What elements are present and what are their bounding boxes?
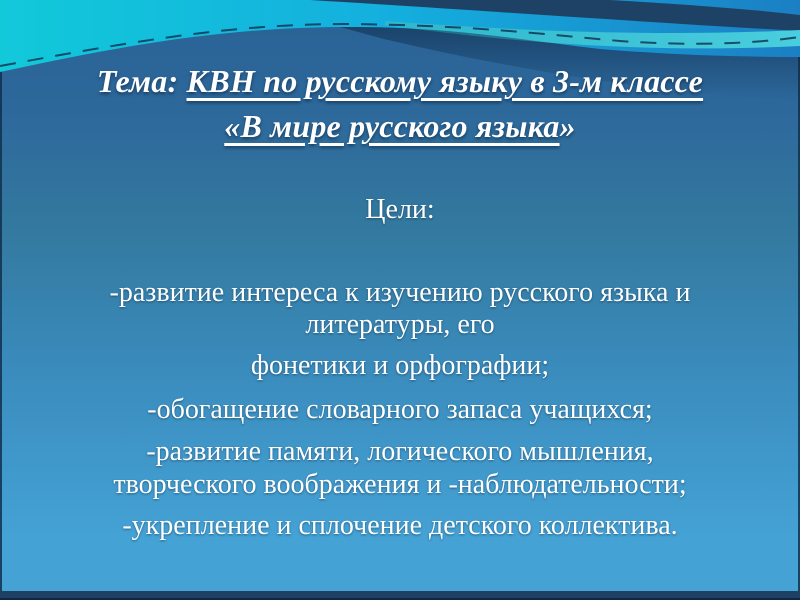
- title-prefix: Тема:: [96, 63, 187, 99]
- goal-line: литературы, его: [305, 309, 495, 340]
- goal-line: -обогащение словарного запаса учащихся;: [147, 394, 653, 425]
- goal-line: фонетики и орфографии;: [250, 350, 550, 381]
- goal-line: -развитие интереса к изучению русского языка и: [109, 277, 691, 308]
- goal-line: творческого воображения и -наблюдательности;: [113, 469, 687, 500]
- goals-heading: Цели:: [365, 194, 435, 225]
- goal-line: -укрепление и сплочение детского коллектива.: [122, 510, 678, 541]
- bottom-bar: [0, 591, 800, 600]
- goal-line: -развитие памяти, логического мышления,: [146, 436, 654, 467]
- slide-title-line-1: [0, 59, 800, 103]
- title-line2-underlined-text: «В мире русского языка: [224, 108, 560, 144]
- title-line2-closing-quote: »: [559, 108, 576, 144]
- slide-title-line-2: [0, 104, 800, 148]
- title-underlined-text: КВН по русскому языку в 3-м классе: [186, 63, 704, 99]
